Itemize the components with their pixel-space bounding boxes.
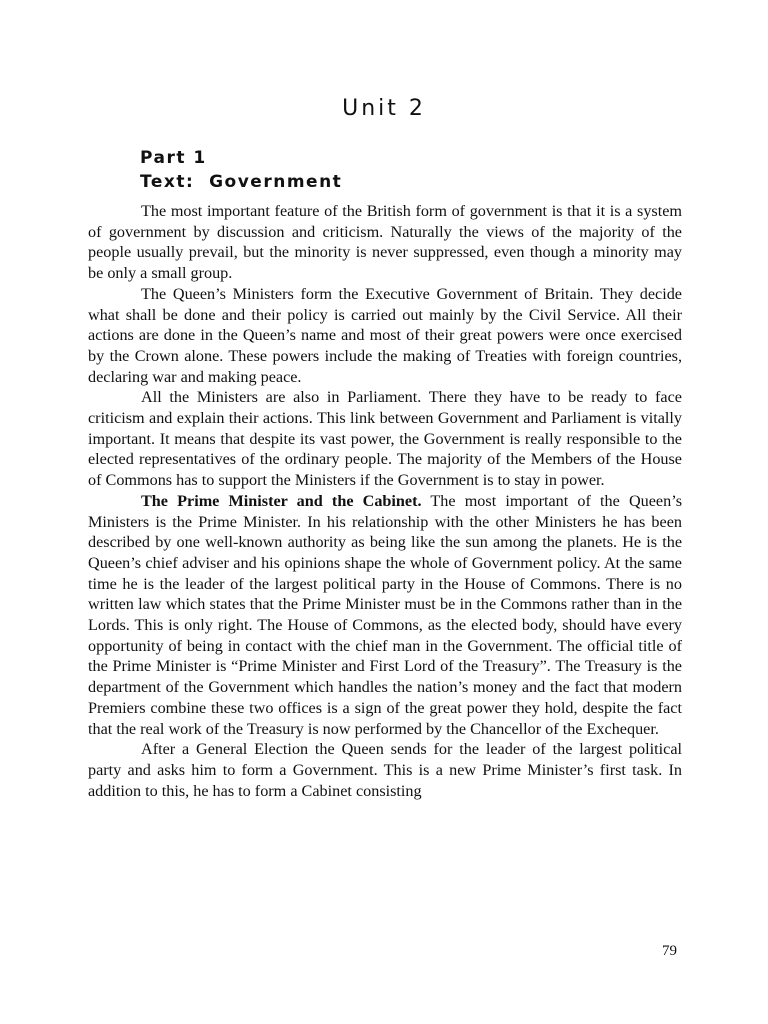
text-label: Text: Government: [140, 172, 343, 192]
unit-title: Unit 2: [342, 96, 426, 121]
paragraph-4-text: The most important of the Queen’s Ministers is the Prime Minister. In his relationship with the other Ministers he has been described by one well-known authority as being like the sun among the planets. He is the Queen’s chief adviser and his opinions shape the whole of Government policy. At the same time he is the leader of the largest political party in the House of Commons. There is no written law which states that the Prime Minister must be in the Commons rather than in the Lords. This is only right. The House of Commons, as the elected body, should have every opportunity of being in contact with the chief man in the Government. The official title of the Prime Minister is “Prime Minister and First Lord of the Treasury”. The Treasury is the department of the Government which handles the nation’s money and the fact that modern Premiers combine these two offices is a sign of the great power they hold, despite the fact that the real work of the Treasury is now performed by the Chancellor of the Exchequer.: [88, 491, 682, 738]
part-heading: [140, 146, 342, 194]
paragraph-5: [88, 739, 682, 801]
part-label: Part 1: [140, 148, 207, 168]
page-number: 79: [662, 943, 677, 959]
paragraph-5-text: After a General Election the Queen sends for the leader of the largest political party and asks him to form a Government. This is a new Prime Minister’s first task. In addition to this, he has to form a Cabinet consisting: [88, 740, 682, 800]
paragraph-3-text: All the Ministers are also in Parliament. There they have to be ready to face criticism and explain their actions. This link between Government and Parliament is vitally important. It means that despite its vast power, the Government is really responsible to the elected representatives of the ordinary people. The majority of the Members of the House of Commons has to support the Ministers if the Government is to stay in power.: [88, 388, 682, 490]
paragraph-2-text: The Queen’s Ministers form the Executive Government of Britain. They decide what shall be done and their policy is carried out mainly by the Civil Service. All their actions are done in the Queen’s name and most of their great powers were once exercised by the Crown alone. These powers include the making of Treaties with foreign countries, declaring war and making peace.: [88, 284, 682, 386]
paragraph-1-text: The most important feature of the British form of government is that it is a system of government by discussion and criticism. Naturally the views of the majority of the people usually prevail, but the minority is never suppressed, even though a minority may be only a small group.: [88, 202, 682, 283]
paragraph-4: [88, 491, 682, 739]
paragraph-4-run-in-heading: The Prime Minister and the Cabinet.: [141, 491, 422, 510]
paragraph-3: [88, 387, 682, 491]
paragraph-1: [88, 201, 682, 284]
body-text: [88, 201, 682, 801]
paragraph-2: [88, 284, 682, 388]
